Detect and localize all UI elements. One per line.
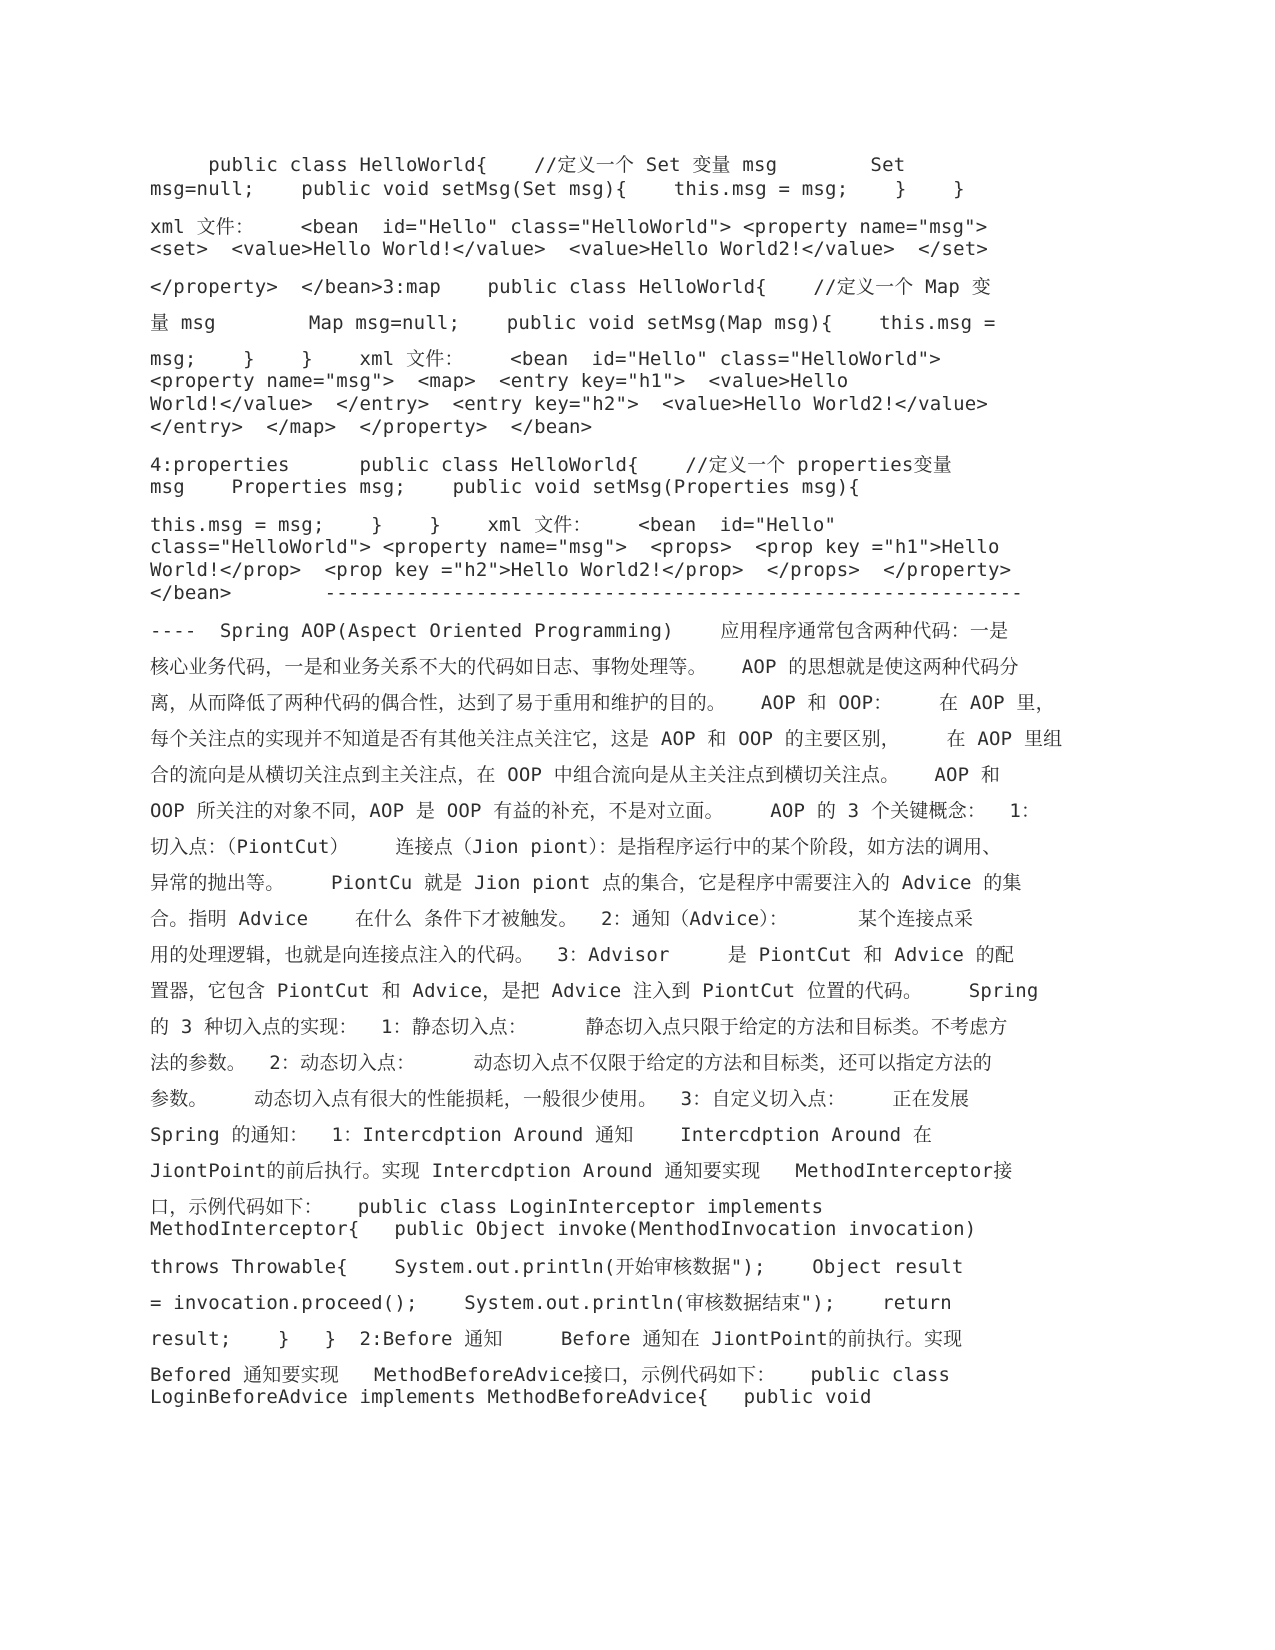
text-line: result; } } 2:Before 通知 Before 通知在 JiontPoint的前执行。实现 [150, 1328, 963, 1350]
text-line: 法的参数。 2：动态切入点： 动态切入点不仅限于给定的方法和目标类，还可以指定方法的 [150, 1052, 992, 1074]
text-line: Spring 的通知： 1：Intercdption Around 通知 Intercdption Around 在 [150, 1124, 933, 1146]
text-line: public class HelloWorld{ //定义一个 Set 变量 msg Set [150, 154, 906, 176]
text-line: msg; } } xml 文件： <bean id="Hello" class="HelloWorld"> [150, 348, 941, 370]
text-line: 口，示例代码如下： public class LoginInterceptor implements [150, 1196, 824, 1218]
text-line: 的 3 种切入点的实现： 1：静态切入点： 静态切入点只限于给定的方法和目标类。不考虑方 [150, 1016, 1008, 1038]
text-line: throws Throwable{ System.out.println(开始审核数据"); Object result [150, 1256, 964, 1278]
text-line: OOP 所关注的对象不同，AOP 是 OOP 有益的补充，不是对立面。 AOP 的 3 个关键概念： 1： [150, 800, 1041, 822]
text-line: 核心业务代码，一是和业务关系不大的代码如日志、事物处理等。 AOP 的思想就是使这两种代码分 [150, 656, 1019, 678]
text-line: <property name="msg"> <map> <entry key="h1"> <value>Hello [150, 370, 849, 392]
text-line: 离，从而降低了两种代码的偶合性，达到了易于重用和维护的目的。 AOP 和 OOP： 在 AOP 里， [150, 692, 1055, 714]
text-line: World!</value> </entry> <entry key="h2"> <value>Hello World2!</value> [150, 393, 989, 415]
text-line: 异常的抛出等。 PiontCu 就是 Jion piont 点的集合，它是程序中需要注入的 Advice 的集 [150, 872, 1022, 894]
text-line: 4:properties public class HelloWorld{ //定义一个 properties变量 [150, 454, 952, 476]
text-line: <set> <value>Hello World!</value> <value>Hello World2!</value> </set> [150, 238, 989, 260]
text-line: this.msg = msg; } } xml 文件： <bean id="Hello" [150, 514, 837, 536]
text-line: Befored 通知要实现 MethodBeforeAdvice接口，示例代码如下： public class [150, 1364, 951, 1386]
text-line: </property> </bean>3:map public class HelloWorld{ //定义一个 Map 变 [150, 276, 991, 298]
text-line: 合。指明 Advice 在什么 条件下才被触发。 2：通知（Advice）： 某个连接点采 [150, 908, 974, 930]
text-line: </bean> ------------------------------------------------------------ [150, 582, 1023, 604]
text-line: 置器，它包含 PiontCut 和 Advice，是把 Advice 注入到 PiontCut 位置的代码。 Spring [150, 980, 1039, 1002]
text-line: World!</prop> <prop key ="h2">Hello World2!</prop> </props> </property> [150, 559, 1012, 581]
text-line: 用的处理逻辑，也就是向连接点注入的代码。 3：Advisor 是 PiontCut 和 Advice 的配 [150, 944, 1015, 966]
text-line: </entry> </map> </property> </bean> [150, 416, 593, 438]
text-line: 量 msg Map msg=null; public void setMsg(Map msg){ this.msg = [150, 312, 996, 334]
text-line: msg Properties msg; public void setMsg(Properties msg){ [150, 476, 860, 498]
text-line: 切入点：（PiontCut） 连接点（Jion piont）：是指程序运行中的某个阶段，如方法的调用、 [150, 836, 1002, 858]
text-line: 合的流向是从横切关注点到主关注点，在 OOP 中组合流向是从主关注点到横切关注点。 AOP 和 [150, 764, 1001, 786]
text-line: ---- Spring AOP(Aspect Oriented Programming) 应用程序通常包含两种代码：一是 [150, 620, 1009, 642]
text-line: class="HelloWorld"> <property name="msg"> <props> <prop key ="h1">Hello [150, 536, 1000, 558]
text-line: JiontPoint的前后执行。实现 Intercdption Around 通知要实现 MethodInterceptor接 [150, 1160, 1013, 1182]
text-line: 参数。 动态切入点有很大的性能损耗，一般很少使用。 3：自定义切入点： 正在发展 [150, 1088, 970, 1110]
text-line: = invocation.proceed(); System.out.println(审核数据结束"); return [150, 1292, 952, 1314]
text-line: 每个关注点的实现并不知道是否有其他关注点关注它，这是 AOP 和 OOP 的主要区别， 在 AOP 里组 [150, 728, 1063, 750]
text-line: MethodInterceptor{ public Object invoke(MenthodInvocation invocation) [150, 1218, 977, 1240]
text-line: xml 文件： <bean id="Hello" class="HelloWorld"> <property name="msg"> [150, 216, 988, 238]
text-line: msg=null; public void setMsg(Set msg){ this.msg = msg; } } [150, 178, 965, 200]
text-line: LoginBeforeAdvice implements MethodBeforeAdvice{ public void [150, 1386, 872, 1408]
